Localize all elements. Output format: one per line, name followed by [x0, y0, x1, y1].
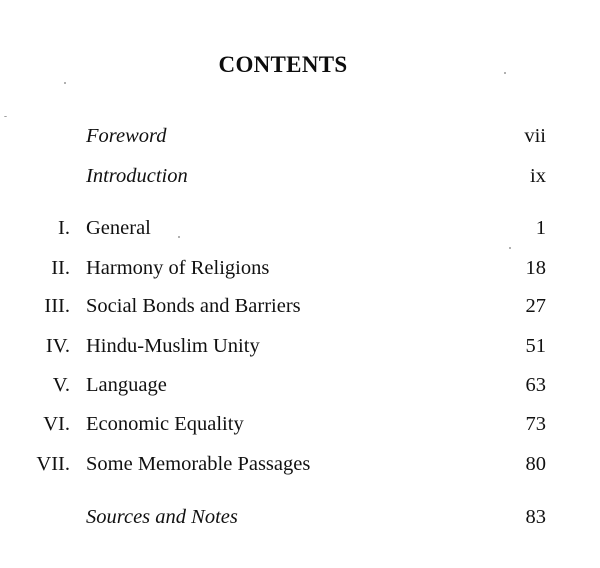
toc-entry-chapter-3[interactable]	[0, 293, 600, 319]
chapter-numeral: II.	[51, 257, 70, 279]
scan-speck	[64, 82, 66, 84]
toc-page-number: vii	[524, 125, 546, 147]
scan-speck	[509, 247, 511, 249]
toc-entry-label: Foreword	[86, 125, 167, 147]
toc-entry-sources-and-notes[interactable]	[0, 504, 600, 530]
toc-page-number: 83	[525, 506, 546, 528]
toc-entry-introduction[interactable]	[0, 163, 600, 189]
chapter-numeral: I.	[58, 217, 70, 239]
toc-entry-label: Introduction	[86, 165, 188, 187]
toc-entry-label: Social Bonds and Barriers	[86, 295, 301, 317]
toc-entry-chapter-6[interactable]	[0, 411, 600, 437]
toc-entry-label: Economic Equality	[86, 413, 244, 435]
chapter-numeral: VII.	[36, 453, 70, 475]
toc-entry-label: General	[86, 217, 151, 239]
toc-entry-chapter-4[interactable]	[0, 333, 600, 359]
toc-entry-label: Sources and Notes	[86, 506, 238, 528]
toc-page-number: 63	[525, 374, 546, 396]
toc-page-number: 1	[535, 217, 546, 239]
page-title: CONTENTS	[218, 52, 348, 77]
chapter-numeral: V.	[52, 374, 70, 396]
chapter-numeral: III.	[44, 295, 70, 317]
toc-page-number: 27	[525, 295, 546, 317]
toc-entry-label: Hindu-Muslim Unity	[86, 335, 260, 357]
scan-speck	[178, 236, 180, 238]
toc-page-number: 73	[525, 413, 546, 435]
toc-entry-label: Some Memorable Passages	[86, 453, 311, 475]
toc-page-number: 51	[525, 335, 546, 357]
toc-entry-chapter-7[interactable]	[0, 451, 600, 477]
toc-page-number: 80	[525, 453, 546, 475]
toc-entry-chapter-5[interactable]	[0, 372, 600, 398]
toc-entry-chapter-1[interactable]	[0, 215, 600, 241]
scan-speck	[504, 72, 506, 74]
toc-entry-label: Harmony of Religions	[86, 257, 270, 279]
toc-page-number: ix	[530, 165, 546, 187]
toc-entry-label: Language	[86, 374, 167, 396]
chapter-numeral: VI.	[43, 413, 70, 435]
scan-speck	[4, 116, 7, 117]
chapter-numeral: IV.	[45, 335, 70, 357]
toc-page-number: 18	[525, 257, 546, 279]
toc-entry-chapter-2[interactable]	[0, 255, 600, 281]
toc-entry-foreword[interactable]	[0, 123, 600, 149]
